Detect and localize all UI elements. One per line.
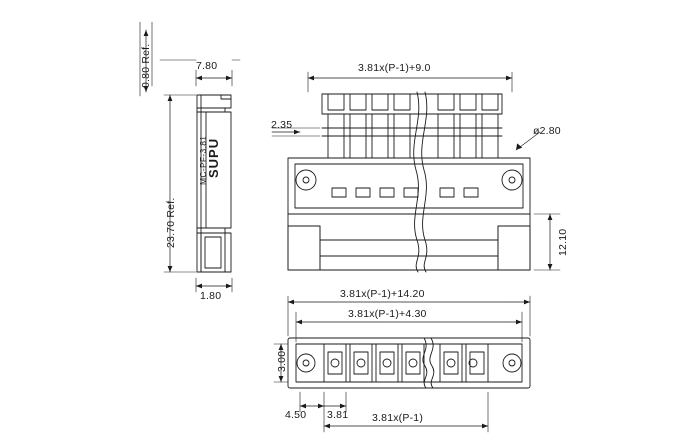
dim-bottom-edge: 4.50 <box>285 409 307 421</box>
dim-bottom-outer: 3.81x(P-1)+14.20 <box>340 288 425 300</box>
dim-bottom-pitch: 3.81 <box>327 409 349 421</box>
dim-front-top: 3.81x(P-1)+9.0 <box>358 62 431 74</box>
dim-front-hole-diameter: ø2.80 <box>533 125 561 137</box>
dim-bottom-pitch-total: 3.81x(P-1) <box>372 412 424 424</box>
dim-side-top-ref: 0.80 Ref. <box>140 43 152 88</box>
dim-bottom-inner: 3.81x(P-1)+4.30 <box>348 308 427 320</box>
part-number-text: MC-PF-3.81 <box>198 135 208 185</box>
dim-bottom-height: 3.00 <box>276 350 288 372</box>
dim-side-height-ref: 23.70 Ref. <box>165 197 177 248</box>
dim-front-left: 2.35 <box>271 119 293 131</box>
brand-logo-text: SUPU <box>206 137 221 178</box>
dim-front-right: 12.10 <box>557 228 569 256</box>
dim-side-width: 7.80 <box>196 60 218 72</box>
dim-side-bottom: 1.80 <box>200 290 222 302</box>
